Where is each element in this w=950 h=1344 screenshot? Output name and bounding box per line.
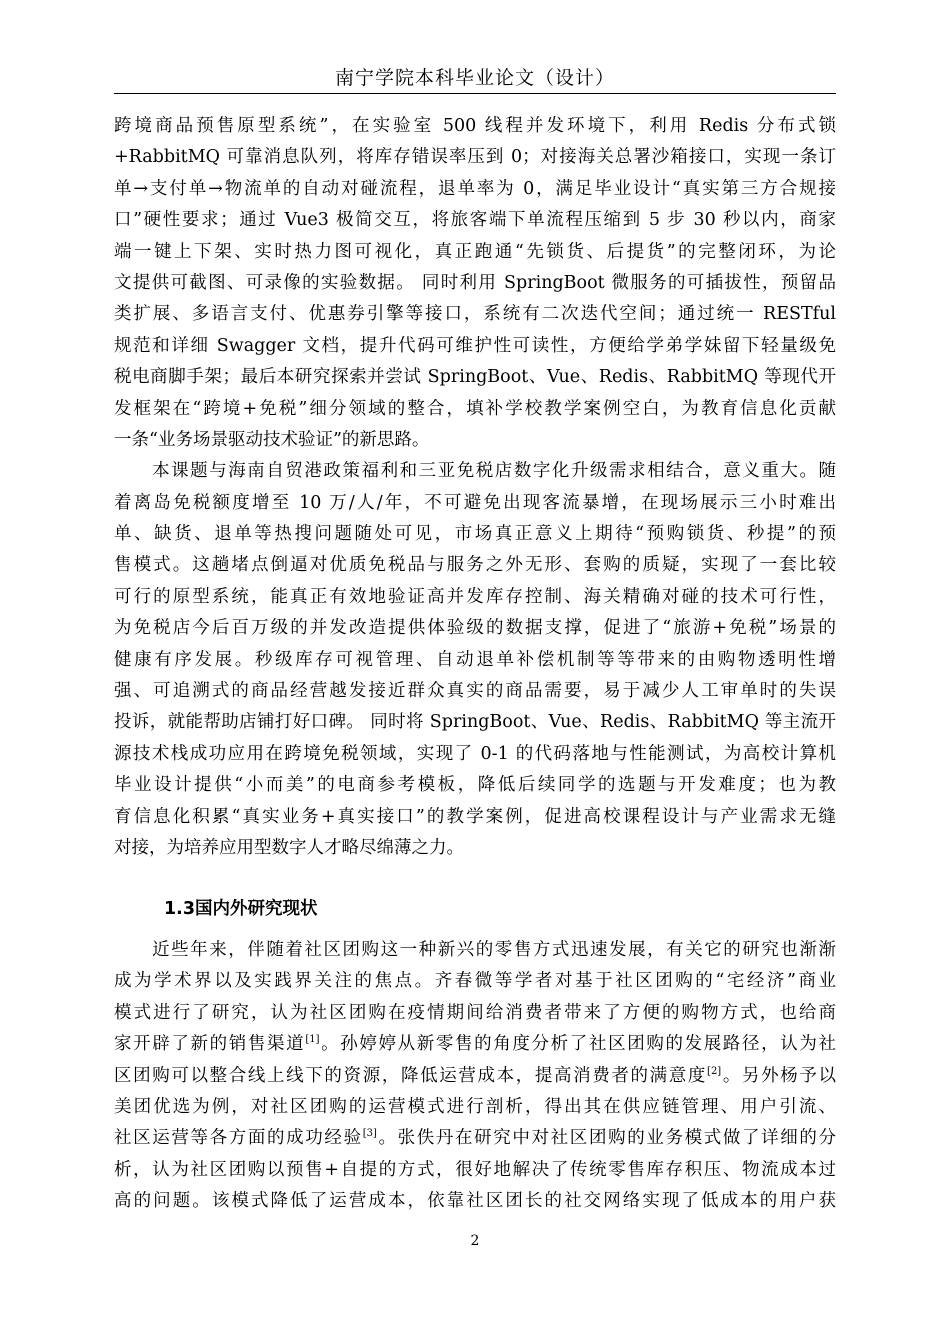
text-line — [114, 1061, 836, 1092]
text-segment: 模式进行了研究，认为社区团购在疫情期间给消费者带来了方便的购物方式，也给商 — [114, 1002, 836, 1023]
text-line: 规范和详细 Swagger 文档，提升代码可维护性可读性，方便给学弟学妹留下轻量级免 — [114, 335, 836, 356]
text-line — [114, 1155, 836, 1186]
paragraph-research-status — [114, 935, 836, 1218]
text-line: 为免税店今后百万级的并发改造提供体验级的数据支撑，促进了“旅游+免税”场景的 — [114, 618, 836, 639]
text-line — [114, 935, 836, 966]
text-segment: 社区运营等各方面的成功经验 — [114, 1128, 363, 1149]
text-line: 单、缺货、退单等热搜问题随处可见，市场真正意义上期待“预购锁货、秒提”的预 — [114, 524, 836, 545]
paragraph-significance — [114, 456, 836, 864]
text-line: 类扩展、多语言支付、优惠券引擎等接口，系统有二次迭代空间；通过统一 RESTful — [114, 304, 836, 325]
text-segment: 美团优选为例，对社区团购的运营模式进行剖析，得出其在供应链管理、用户引流、 — [114, 1096, 836, 1117]
text-segment: 。孙婷婷从新零售的角度分析了社区团购的发展路径，认为社 — [319, 1034, 837, 1055]
text-segment: 析，认为社区团购以预售+自提的方式，很好地解决了传统零售库存积压、物流成本过 — [114, 1159, 836, 1180]
text-line — [114, 998, 836, 1029]
text-line: +RabbitMQ 可靠消息队列，将库存错误率压到 0；对接海关总署沙箱接口，实现一条订 — [114, 147, 836, 168]
text-line: 本课题与海南自贸港政策福利和三亚免税店数字化升级需求相结合，意义重大。随 — [114, 461, 836, 482]
page-number: 2 — [470, 1233, 480, 1249]
text-line: 跨境商品预售原型系统”，在实验室 500 线程并发环境下，利用 Redis 分布式锁 — [114, 116, 836, 136]
text-line — [114, 966, 836, 997]
text-line: 对接，为培养应用型数字人才略尽绵薄之力。 — [114, 837, 464, 858]
text-segment: 高的问题。该模式降低了运营成本，依靠社区团长的社交网络实现了低成本的用户获 — [114, 1191, 836, 1212]
section-title: 国内外研究现状 — [195, 899, 318, 919]
text-line: 强、可追溯式的商品经营越发接近群众真实的商品需要，易于减少人工审单时的失误 — [114, 681, 836, 702]
text-line — [114, 1092, 836, 1123]
body-text-block-1 — [114, 111, 836, 864]
text-line: 发框架在“跨境+免税”细分领域的整合，填补学校教学案例空白，为教育信息化贡献 — [114, 398, 836, 419]
paragraph-continuation — [114, 111, 836, 456]
text-line: 售模式。这趟堵点倒逼对优质免税品与服务之外无形、套购的质疑，实现了一套比较 — [114, 555, 836, 576]
text-line: 税电商脚手架；最后本研究探索并尝试 SpringBoot、Vue、Redis、RabbitMQ 等现代开 — [114, 367, 836, 388]
section-number: 1.3 — [164, 899, 196, 919]
page-header-title: 南宁学院本科毕业论文（设计） — [334, 67, 615, 89]
text-segment: 。张佚丹在研究中对社区团购的业务模式做了详细的分 — [376, 1128, 837, 1149]
citation-reference: [1] — [305, 1034, 320, 1046]
text-line: 健康有序发展。秒级库存可视管理、自动退单补偿机制等等带来的由购物透明性增 — [114, 649, 836, 670]
text-line: 端一键上下架、实时热力图可视化，真正跑通“先锁货、后提货”的完整闭环，为论 — [114, 241, 836, 262]
text-segment: 。另外杨予以 — [721, 1065, 837, 1086]
text-line: 毕业设计提供“小而美”的电商参考模板，降低后续同学的选题与开发难度；也为教 — [114, 775, 836, 796]
citation-reference: [3] — [362, 1128, 377, 1140]
text-line: 投诉，就能帮助店铺打好口碑。 同时将 SpringBoot、Vue、Redis、RabbitMQ 等主流开 — [114, 712, 836, 733]
citation-reference: [2] — [707, 1065, 722, 1077]
text-line — [114, 1123, 836, 1154]
text-segment: 近些年来，伴随着社区团购这一种新兴的零售方式迅速发展，有关它的研究也渐渐 — [114, 940, 836, 960]
text-line — [114, 1186, 836, 1217]
text-line: 源技术栈成功应用在跨境免税领域，实现了 0-1 的代码落地与性能测试，为高校计算机 — [114, 743, 836, 764]
text-line: 单→支付单→物流单的自动对碰流程，退单率为 0，满足毕业设计“真实第三方合规接 — [114, 178, 836, 199]
text-segment: 成为学术界以及实践界关注的焦点。齐春微等学者对基于社区团购的“宅经济”商业 — [114, 971, 836, 992]
text-line: 育信息化积累“真实业务+真实接口”的教学案例，促进高校课程设计与产业需求无缝 — [114, 806, 836, 827]
text-line: 可行的原型系统，能真正有效地验证高并发库存控制、海关精确对碰的技术可行性， — [114, 586, 836, 607]
text-segment: 家开辟了新的销售渠道 — [114, 1034, 306, 1055]
section-heading — [164, 897, 318, 921]
text-line — [114, 1029, 836, 1060]
body-text-block-2 — [114, 935, 836, 1218]
text-line: 一条“业务场景驱动技术验证”的新思路。 — [114, 429, 430, 450]
header-divider — [114, 93, 836, 94]
text-line: 口”硬性要求；通过 Vue3 极简交互，将旅客端下单流程压缩到 5 步 30 秒以内，商家 — [114, 210, 836, 231]
text-line: 着离岛免税额度增至 10 万/人/年，不可避免出现客流暴增，在现场展示三小时难出 — [114, 492, 836, 513]
text-segment: 区团购可以整合线上线下的资源，降低运营成本，提高消费者的满意度 — [114, 1065, 708, 1086]
text-line: 文提供可截图、可录像的实验数据。 同时利用 SpringBoot 微服务的可插拔性，预留品 — [114, 272, 836, 293]
